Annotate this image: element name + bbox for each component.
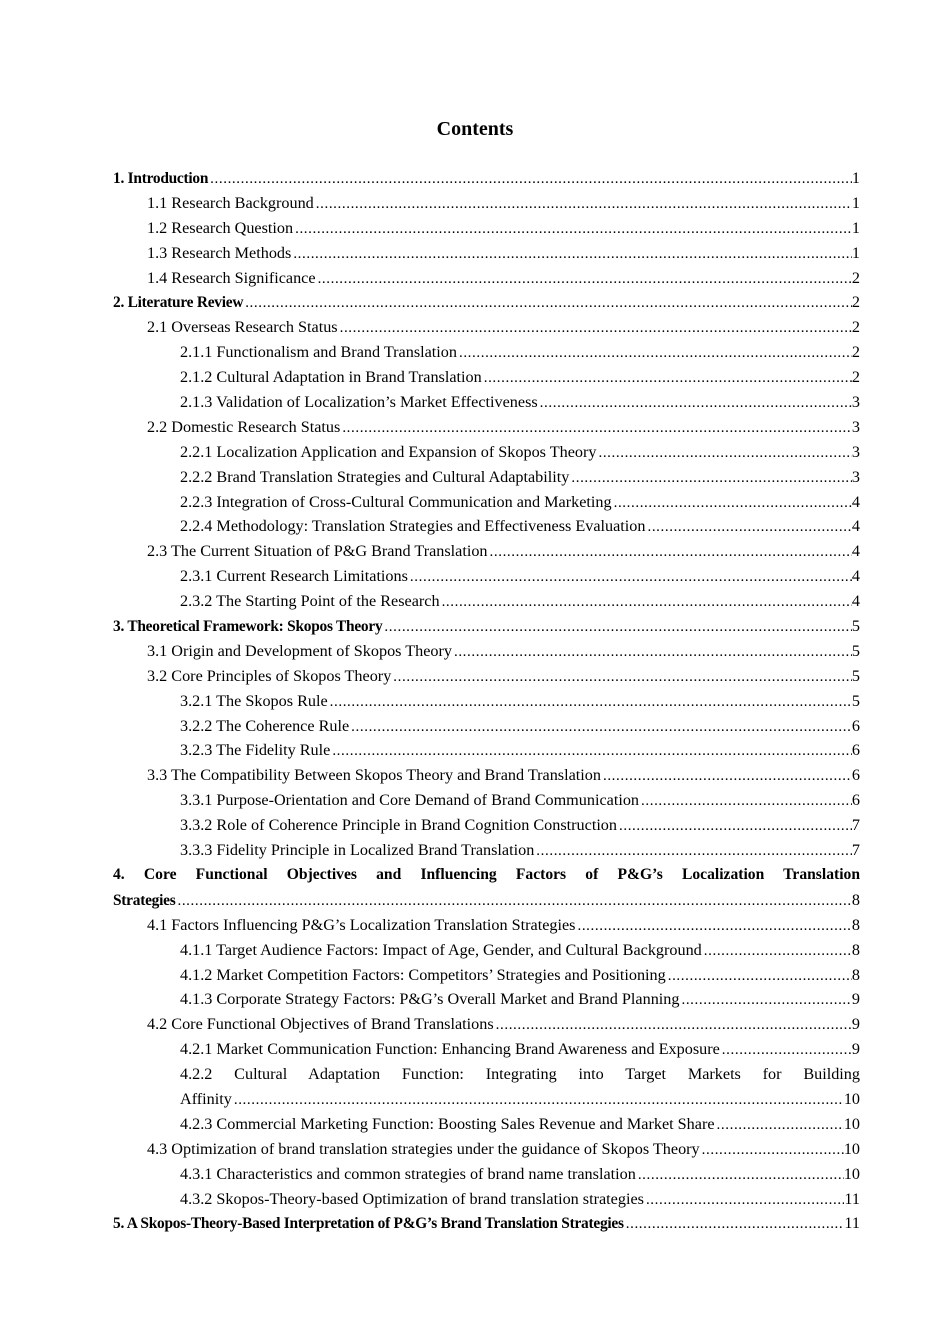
toc-page-number: 9 [851,1040,860,1059]
toc-entry-label: 4.2 Core Functional Objectives of Brand Translations [147,1015,494,1034]
toc-entry[interactable] [113,1211,860,1236]
dot-leader [208,167,852,192]
toc-entry[interactable] [113,465,860,490]
toc-page-number: 8 [851,890,860,909]
dot-leader [340,416,852,441]
dot-leader [482,366,852,391]
toc-entry[interactable] [113,191,860,216]
toc-entry[interactable] [113,539,860,564]
toc-page-number: 3 [851,467,860,486]
toc-page-number: 2 [851,268,860,287]
toc-entry[interactable] [113,714,860,739]
toc-entry[interactable] [113,514,860,539]
toc-entry[interactable] [113,913,860,938]
toc-page-number: 7 [851,816,860,835]
toc-entry[interactable] [113,664,860,689]
toc-entry-label: Affinity [180,1089,232,1108]
toc-entry[interactable] [113,813,860,838]
toc-entry[interactable] [113,788,860,813]
toc-page-number: 6 [851,741,860,760]
toc-entry-label: Strategies [113,891,176,909]
dot-leader [291,242,852,267]
toc-page-number: 1 [851,193,860,212]
toc-entry[interactable] [113,1087,860,1112]
toc-entry-label: 4.1.3 Corporate Strategy Factors: P&G’s Overall Market and Brand Planning [180,990,680,1009]
toc-entry-label: 2.3 The Current Situation of P&G Brand Translation [147,542,488,561]
dot-leader [243,291,852,316]
toc-page-number: 9 [851,990,860,1009]
toc-entry-label: 4.3.2 Skopos-Theory-based Optimization of brand translation strategies [180,1189,644,1208]
toc-entry[interactable] [113,1187,860,1212]
toc-page-number: 4 [851,492,860,511]
toc-page-number: 10 [843,1139,860,1158]
toc-entry-label: 3.2 Core Principles of Skopos Theory [147,666,392,685]
toc-entry[interactable] [113,564,860,589]
toc-entry[interactable] [113,1037,860,1062]
toc-page-number: 2 [851,343,860,362]
toc-entry-label: 2.2.1 Localization Application and Expansion of Skopos Theory [180,442,597,461]
toc-entry-label: 4.1 Factors Influencing P&G’s Localization Translation Strategies [147,915,576,934]
toc-entry[interactable] [113,1137,860,1162]
toc-entry[interactable] [113,241,860,266]
dot-leader [679,988,851,1013]
toc-entry-label: 1.4 Research Significance [147,268,316,287]
toc-entry-label: 2.3.2 The Starting Point of the Research [180,592,440,611]
dot-leader [715,1113,844,1138]
toc-entry-label: 2.2.4 Methodology: Translation Strategies and Effectiveness Evaluation [180,517,646,536]
toc-page-number: 6 [851,791,860,810]
dot-leader [314,192,852,217]
dot-leader [328,690,852,715]
toc-entry-label: 2.3.1 Current Research Limitations [180,567,408,586]
dot-leader [617,814,852,839]
dot-leader [645,515,851,540]
toc-entry-label: 3.2.1 The Skopos Rule [180,691,328,710]
toc-entry-label: 3.3.1 Purpose-Orientation and Core Demand of Brand Communication [180,791,640,810]
dot-leader [644,1188,844,1213]
toc-entry[interactable] [113,888,860,913]
toc-entry[interactable] [113,365,860,390]
toc-page-number: 5 [851,666,860,685]
dot-leader [624,1212,845,1237]
dot-leader [636,1163,844,1188]
dot-leader [575,914,851,939]
toc-entry[interactable] [113,390,860,415]
dot-leader [488,540,852,565]
dot-leader [457,341,852,366]
toc-page-number: 2 [851,368,860,387]
table-of-contents [113,166,860,1236]
toc-entry[interactable] [113,1112,860,1137]
toc-entry-label: 1.1 Research Background [147,193,314,212]
dot-leader [316,267,852,292]
toc-entry-label: 1.3 Research Methods [147,243,292,262]
dot-leader [639,789,852,814]
toc-entry-label: 2.2.2 Brand Translation Strategies and Cultural Adaptability [180,467,570,486]
toc-page-number: 11 [844,1214,860,1233]
toc-entry-label: 4.2.1 Market Communication Function: Enhancing Brand Awareness and Exposure [180,1040,720,1059]
toc-entry[interactable] [113,963,860,988]
dot-leader [596,441,851,466]
toc-entry[interactable] [113,1012,860,1037]
toc-page-number: 5 [851,617,860,636]
toc-entry-label: 3.3.2 Role of Coherence Principle in Brand Cognition Construction [180,816,617,835]
toc-page-number: 6 [851,766,860,785]
toc-entry-label: 3. Theoretical Framework: Skopos Theory [113,618,383,636]
toc-entry-label: 3.3.3 Fidelity Principle in Localized Brand Translation [180,841,535,860]
toc-entry[interactable] [113,938,860,963]
toc-entry[interactable] [113,987,860,1012]
toc-entry-label: 3.3 The Compatibility Between Skopos Theory and Brand Translation [147,766,601,785]
dot-leader [175,889,851,914]
toc-page-number: 4 [851,542,860,561]
toc-page-number: 1 [851,169,860,187]
toc-entry[interactable] [113,340,860,365]
toc-entry-label: 3.2.3 The Fidelity Rule [180,741,331,760]
toc-entry[interactable] [113,738,860,763]
toc-entry-label: 1. Introduction [113,170,209,187]
toc-entry-label: 2.2.3 Integration of Cross-Cultural Communication and Marketing [180,492,612,511]
dot-leader [601,764,852,789]
toc-entry[interactable] [113,838,860,863]
page-title: Contents [436,118,514,140]
toc-entry[interactable] [113,290,860,315]
toc-entry-label: 4.1.1 Target Audience Factors: Impact of Age, Gender, and Cultural Background [180,940,702,959]
toc-entry-label: 4.1.2 Market Competition Factors: Competitors’ Strategies and Positioning [180,965,666,984]
toc-entry-label: 2.1.2 Cultural Adaptation in Brand Translation [180,368,482,387]
toc-entry-label: 5. A Skopos-Theory-Based Interpretation of P&G’s Brand Translation Strategies [113,1215,624,1233]
toc-page-number: 4 [851,517,860,536]
dot-leader [440,590,852,615]
dot-leader [702,939,852,964]
toc-page-number: 8 [851,940,860,959]
toc-page-number: 4 [851,592,860,611]
toc-entry-label: 3.1 Origin and Development of Skopos Theory [147,641,452,660]
toc-entry[interactable] [113,415,860,440]
toc-page-number: 10 [843,1164,860,1183]
toc-page-number: 11 [844,1189,860,1208]
dot-leader [612,491,852,516]
toc-entry[interactable] [113,639,860,664]
toc-entry[interactable] [113,266,860,291]
toc-page-number: 8 [851,965,860,984]
toc-page-number: 5 [851,641,860,660]
toc-entry[interactable] [113,589,860,614]
toc-page-number: 3 [851,393,860,412]
dot-leader [494,1013,852,1038]
toc-page-number: 10 [843,1114,860,1133]
dot-leader [408,565,852,590]
dot-leader [349,715,852,740]
dot-leader [700,1138,844,1163]
dot-leader [538,391,852,416]
toc-page-number: 4 [851,567,860,586]
toc-entry-label: 2.2 Domestic Research Status [147,417,341,436]
toc-entry[interactable] [113,315,860,340]
toc-page-number: 1 [851,243,860,262]
dot-leader [293,217,852,242]
toc-entry-label: 2.1.1 Functionalism and Brand Translation [180,343,457,362]
toc-entry-label: 4.3 Optimization of brand translation strategies under the guidance of Skopos Theory [147,1139,700,1158]
toc-entry-label: 2.1 Overseas Research Status [147,318,338,337]
toc-page-number: 2 [851,318,860,337]
toc-page-number: 1 [851,218,860,237]
toc-entry[interactable] [113,166,860,191]
toc-entry-label: 2.1.3 Validation of Localization’s Market Effectiveness [180,393,538,412]
toc-entry[interactable] [113,216,860,241]
toc-entry[interactable] [113,763,860,788]
toc-page-number: 2 [851,293,860,312]
toc-page-number: 10 [843,1089,860,1108]
toc-entry[interactable] [113,614,860,639]
toc-entry-label-line1: 4.2.2 Cultural Adaptation Function: Integrating into Target Markets for Building [180,1065,860,1084]
dot-leader [452,640,852,665]
toc-entry[interactable] [113,490,860,515]
dot-leader [391,665,852,690]
toc-entry[interactable] [113,440,860,465]
toc-entry-label: 4.3.1 Characteristics and common strategies of brand name translation [180,1164,636,1183]
dot-leader [232,1088,844,1113]
toc-entry-label: 2. Literature Review [113,294,244,312]
toc-page-number: 6 [851,716,860,735]
dot-leader [534,839,852,864]
dot-leader [666,964,852,989]
toc-entry[interactable] [113,1162,860,1187]
toc-page-number: 3 [851,442,860,461]
toc-entry-label: 3.2.2 The Coherence Rule [180,716,350,735]
toc-page-number: 5 [851,691,860,710]
dot-leader [720,1038,852,1063]
toc-page-number: 8 [851,915,860,934]
dot-leader [330,739,852,764]
toc-entry[interactable] [113,689,860,714]
dot-leader [382,615,851,640]
toc-page-number: 9 [851,1015,860,1034]
dot-leader [569,466,852,491]
toc-page-number: 3 [851,417,860,436]
toc-entry-label: 4.2.3 Commercial Marketing Function: Boosting Sales Revenue and Market Share [180,1114,715,1133]
toc-entry-label-line1: 4. Core Functional Objectives and Influencing Factors of P&G’s Localization Translation [113,865,860,883]
toc-entry-label: 1.2 Research Question [147,218,294,237]
toc-page-number: 7 [851,841,860,860]
dot-leader [338,316,852,341]
